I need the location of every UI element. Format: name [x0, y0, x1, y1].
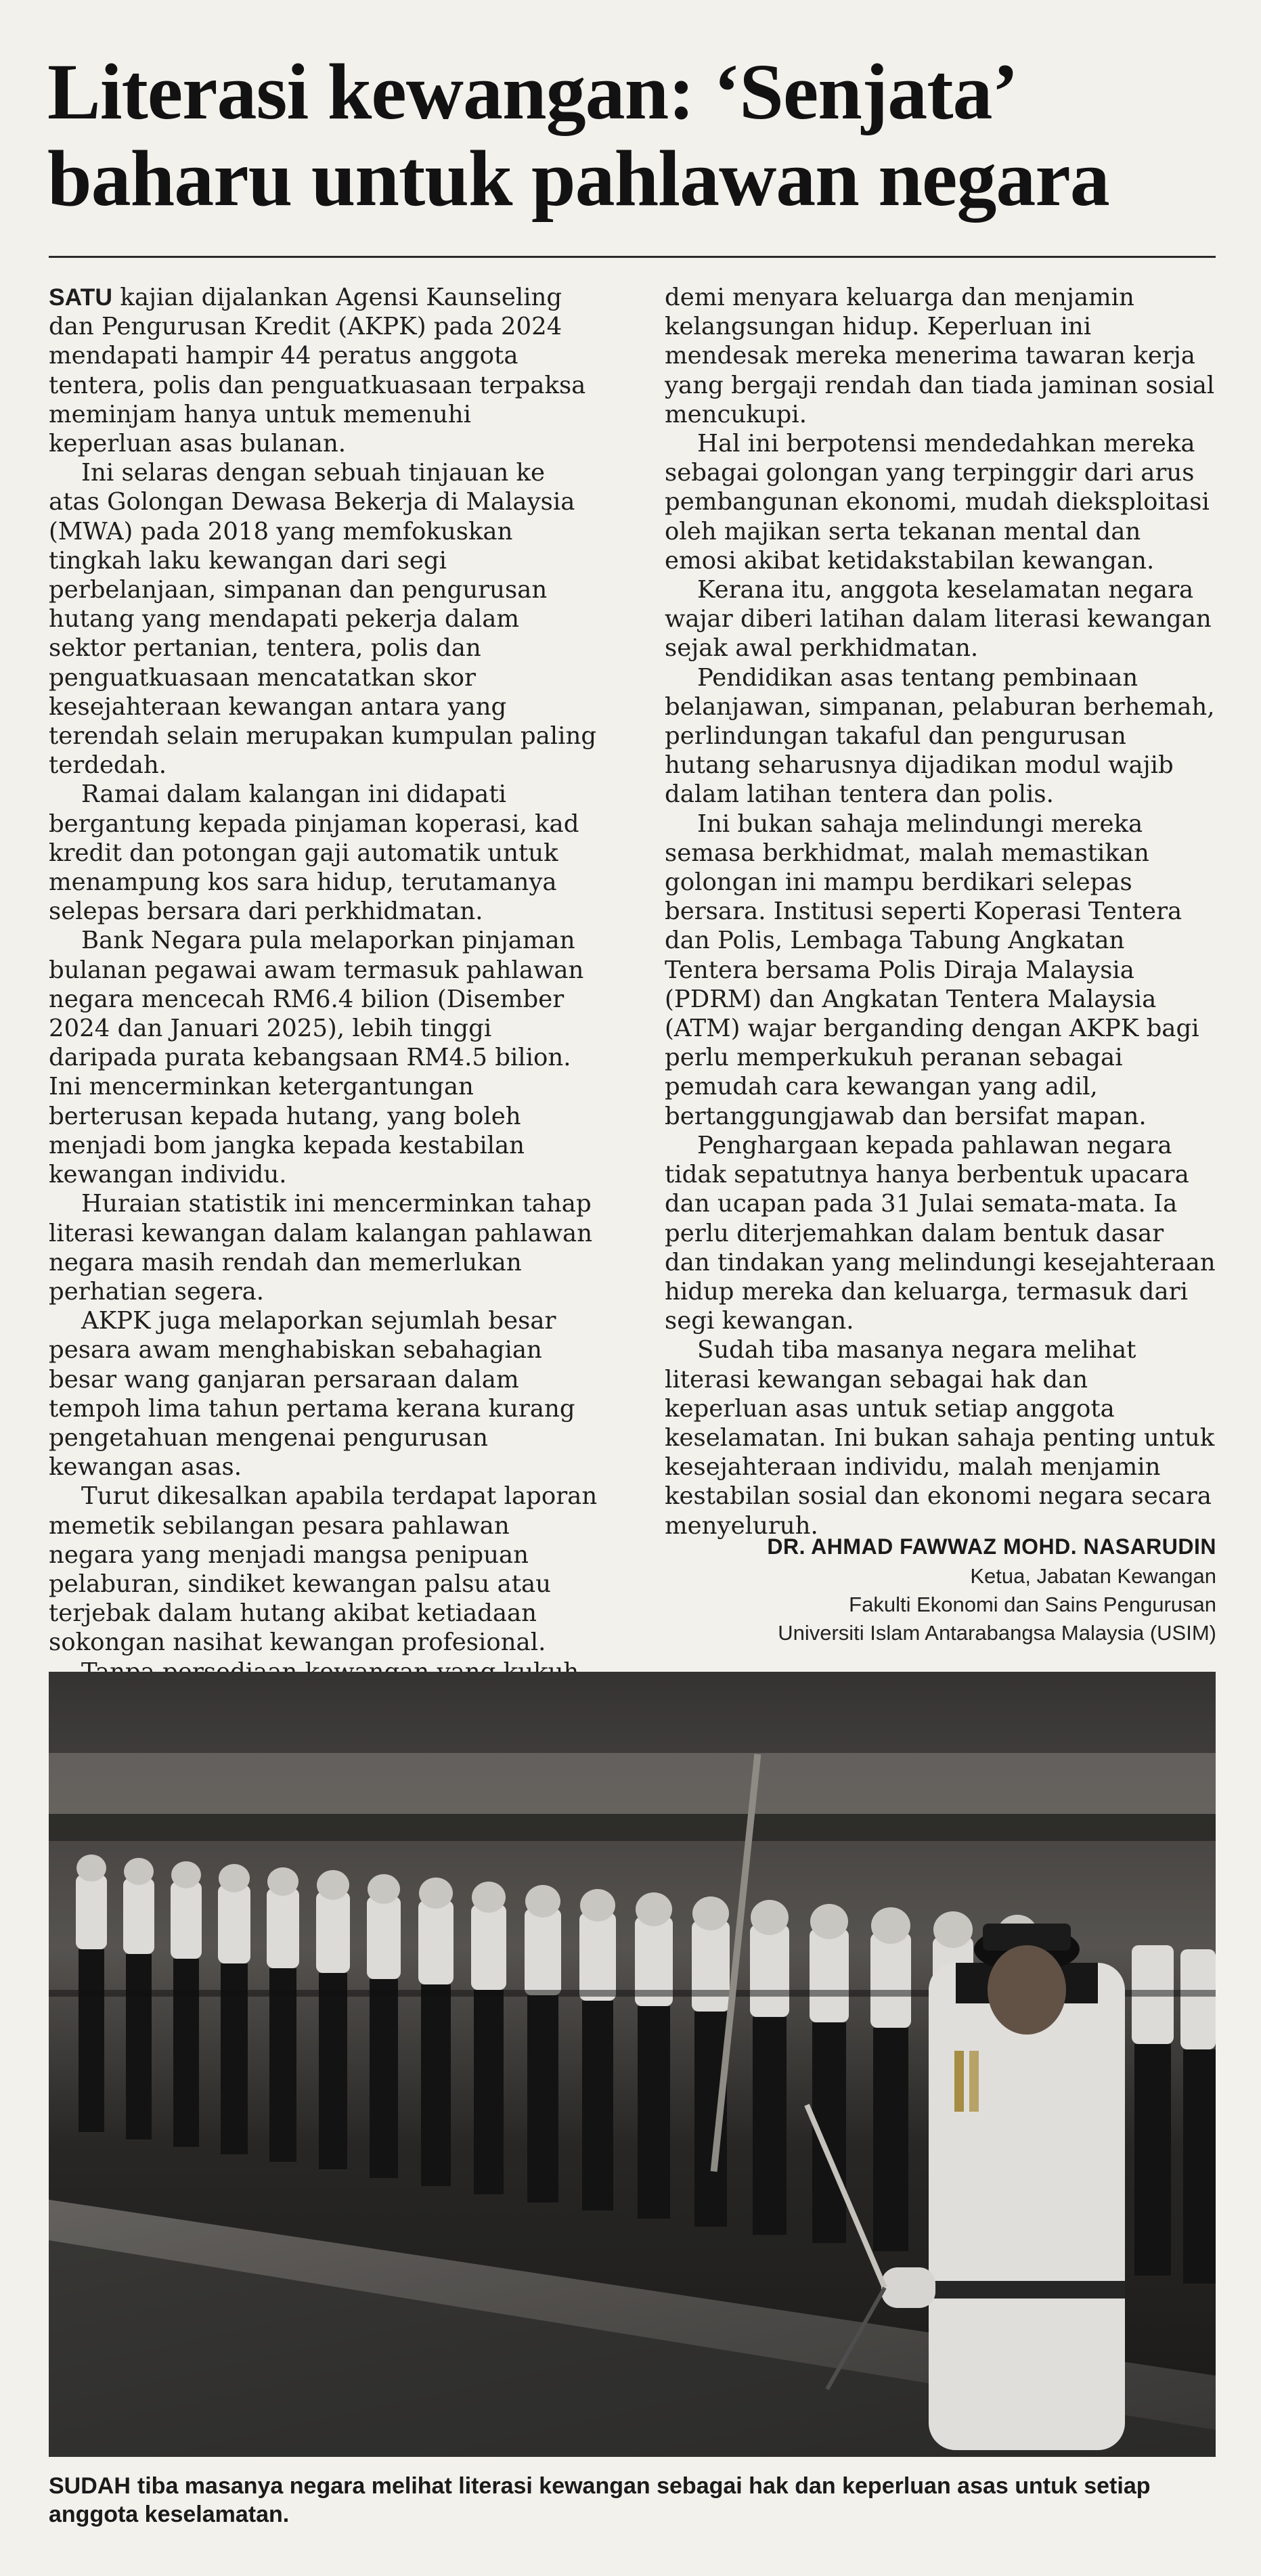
paragraph: Ini bukan sahaja melindungi mereka semasa berkhidmat, malah memastikan golongan ini mampu berdikari selepas bersara. Institusi seperti Koperasi Tentera dan Polis, Lembaga Tabung Angkatan Tentera bersama Polis Diraja Malaysia (PDRM) dan Angkatan Tentera Malaysia (ATM) wajar berganding dengan AKPK bagi perlu memperkukuh peranan sebagai pemudah cara kewangan yang adil, bertanggungjawab dan bersifat mapan.	[665, 809, 1199, 1130]
right-column	[665, 283, 1216, 1540]
paragraph: Huraian statistik ini mencerminkan tahap literasi kewangan dalam kalangan pahlawan negara masih rendah dan memerlukan perhatian segera.	[49, 1190, 593, 1306]
author-name: DR. AHMAD FAWWAZ MOHD. NASARUDIN	[767, 1534, 1216, 1559]
parade-photo-illustration	[49, 1672, 1216, 2457]
left-column	[49, 283, 600, 1774]
photo-caption	[49, 2472, 1216, 2529]
paragraph	[49, 283, 600, 458]
headline	[47, 49, 1212, 222]
caption-text: tiba masanya negara melihat literasi kewangan sebagai hak dan keperluan asas untuk setiap anggota keselamatan.	[49, 2473, 1151, 2527]
paragraph: Turut dikesalkan apabila terdapat laporan memetik sebilangan pesara pahlawan negara yang menjadi mangsa penipuan pelaburan, sindiket kewangan palsu atau terjebak dalam hutang akibat ketiadaan sokongan nasihat kewangan profesional.	[49, 1482, 598, 1657]
paragraph: AKPK juga melaporkan sejumlah besar pesara awam menghabiskan sebahagian besar wang ganjaran persaraan dalam tempoh lima tahun pertama kerana kurang pengetahuan mengenai pengurusan kewangan asas.	[49, 1307, 575, 1482]
paragraph: Ramai dalam kalangan ini didapati bergantung kepada pinjaman koperasi, kad kredit dan potongan gaji automatik untuk menampung kos sara hidup, terutamanya selepas bersara dari perkhidmatan.	[49, 780, 579, 926]
headline-line-1: Literasi kewangan: ‘Senjata’	[47, 47, 1018, 136]
author-position: Ketua, Jabatan Kewangan	[970, 1564, 1216, 1588]
lead-word: SATU	[49, 284, 113, 311]
headline-divider	[49, 256, 1216, 258]
paragraph: Kerana itu, anggota keselamatan negara wajar diberi latihan dalam literasi kewangan sejak awal perkhidmatan.	[665, 576, 1212, 663]
paragraph-text: kajian dijalankan Agensi Kaunseling dan Pengurusan Kredit (AKPK) pada 2024 mendapati hampir 44 peratus anggota tentera, polis dan penguatkuasaan terpaksa meminjam hanya untuk memenuhi keperluan asas bulanan.	[49, 284, 586, 458]
author-faculty: Fakulti Ekonomi dan Sains Pengurusan	[849, 1593, 1216, 1616]
headline-line-2: baharu untuk pahlawan negara	[47, 134, 1109, 223]
caption-lead: SUDAH	[49, 2473, 131, 2499]
paragraph: Penghargaan kepada pahlawan negara tidak sepatutnya hanya berbentuk upacara dan ucapan pada 31 Julai semata-mata. Ia perlu diterjemahkan dalam bentuk dasar dan tindakan yang melindungi kesejahteraan hidup mereka dan keluarga, termasuk dari segi kewangan.	[665, 1131, 1216, 1335]
author-university: Universiti Islam Antarabangsa Malaysia (USIM)	[778, 1621, 1216, 1645]
paragraph: Ini selaras dengan sebuah tinjauan ke atas Golongan Dewasa Bekerja di Malaysia (MWA) pada 2018 yang memfokuskan tingkah laku kewangan dari segi perbelanjaan, simpanan dan pengurusan hutang yang mendapati pekerja dalam sektor pertanian, tentera, polis dan penguatkuasaan mencatatkan skor kesejahteraan kewangan antara yang terendah selain merupakan kumpulan paling terdedah.	[49, 459, 597, 780]
paragraph: Bank Negara pula melaporkan pinjaman bulanan pegawai awam termasuk pahlawan negara mencecah RM6.4 bilion (Disember 2024 dan Januari 2025), lebih tinggi daripada purata kebangsaan RM4.5 bilion. Ini mencerminkan ketergantungan berterusan kepada hutang, yang boleh menjadi bom jangka kepada kestabilan kewangan individu.	[49, 927, 584, 1189]
author-byline	[607, 1531, 1216, 1647]
paragraph: demi menyara keluarga dan menjamin kelangsungan hidup. Keperluan ini mendesak mereka menerima tawaran kerja yang bergaji rendah dan tiada jaminan sosial mencukupi.	[665, 284, 1215, 428]
article-photo	[49, 1672, 1216, 2457]
paragraph: Pendidikan asas tentang pembinaan belanjawan, simpanan, pelaburan berhemah, perlindungan takaful dan pengurusan hutang seharusnya dijadikan modul wajib dalam latihan tentera dan polis.	[665, 663, 1215, 809]
paragraph: Sudah tiba masanya negara melihat literasi kewangan sebagai hak dan keperluan asas untuk setiap anggota keselamatan. Ini bukan sahaja penting untuk kesejahteraan individu, malah menjamin kestabilan sosial dan ekonomi negara secara menyeluruh.	[665, 1336, 1215, 1540]
paragraph: Hal ini berpotensi mendedahkan mereka sebagai golongan yang terpinggir dari arus pembangunan ekonomi, mudah dieksploitasi oleh majikan serta tekanan mental dan emosi akibat ketidakstabilan kewangan.	[665, 430, 1210, 575]
